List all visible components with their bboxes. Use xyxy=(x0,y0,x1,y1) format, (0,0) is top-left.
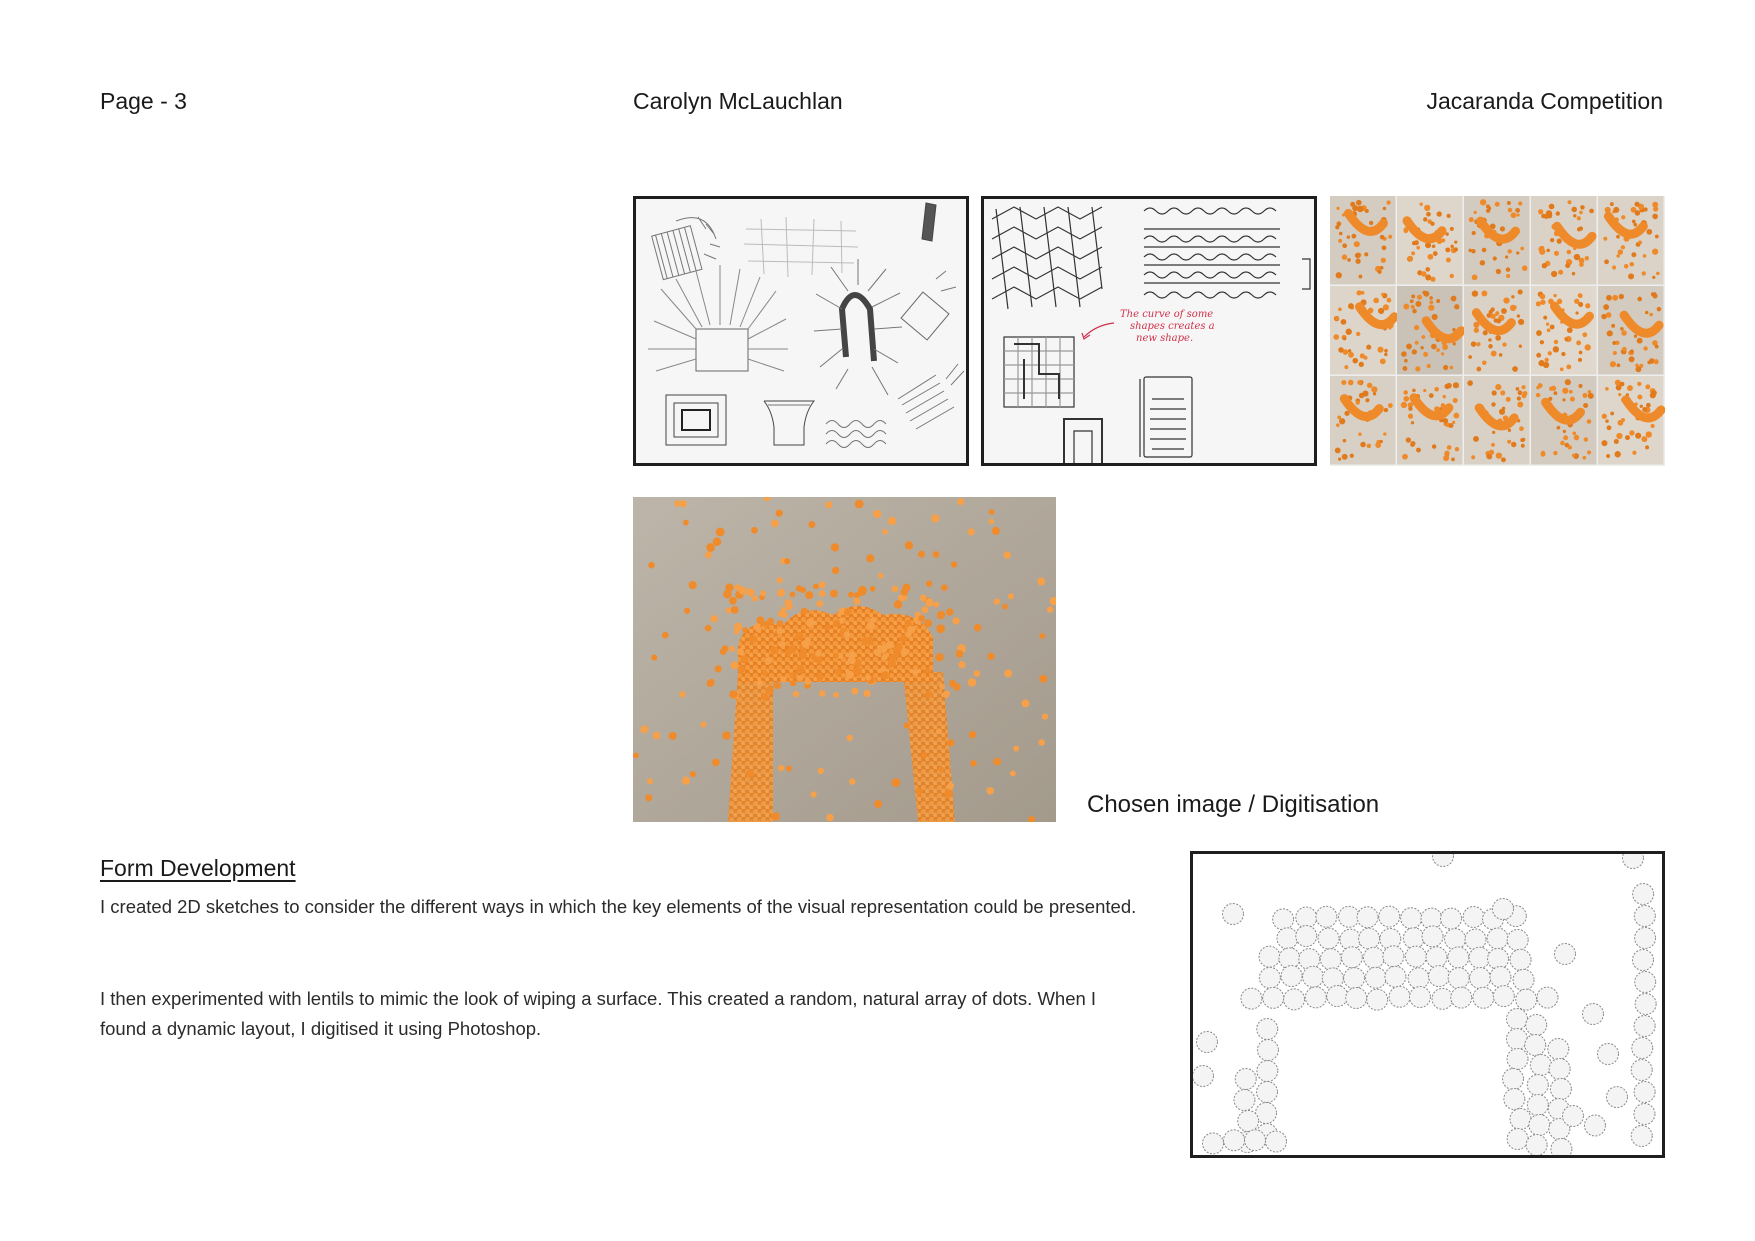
annotation-line-1: The curve of some xyxy=(1120,309,1214,320)
page-number: Page - 3 xyxy=(100,88,187,114)
sketch-drawing-1 xyxy=(636,199,966,463)
lentil-grid-photos xyxy=(1330,196,1665,466)
sketch-drawing-2 xyxy=(984,199,1314,463)
author-name: Carolyn McLauchlan xyxy=(633,88,843,114)
sketch-image-1 xyxy=(633,196,969,466)
digitised-circles xyxy=(1193,854,1662,1155)
lentil-experiment-grid xyxy=(1330,196,1665,466)
chosen-image-caption: Chosen image / Digitisation xyxy=(1087,791,1380,818)
annotation-line-2: shapes creates a xyxy=(1130,321,1215,332)
annotation-line-3: new shape. xyxy=(1136,333,1194,344)
section-title: Form Development xyxy=(100,855,296,881)
lentil-photograph xyxy=(633,497,1056,822)
competition-title: Jacaranda Competition xyxy=(1426,88,1663,114)
grid-photo-tile xyxy=(1397,376,1463,465)
digitised-image xyxy=(1190,851,1665,1158)
paragraph-2: I then experimented with lentils to mimic the look of wiping a surface. This created a random, natural array of dots. When I found a dynamic layout, I digitised it using Photoshop. xyxy=(100,988,1097,1039)
paragraph-1: I created 2D sketches to consider the different ways in which the key elements of the visual representation could be presented. xyxy=(100,896,1137,917)
sketch-image-2 xyxy=(981,196,1317,466)
lentil-photo-drawing xyxy=(633,497,1056,822)
